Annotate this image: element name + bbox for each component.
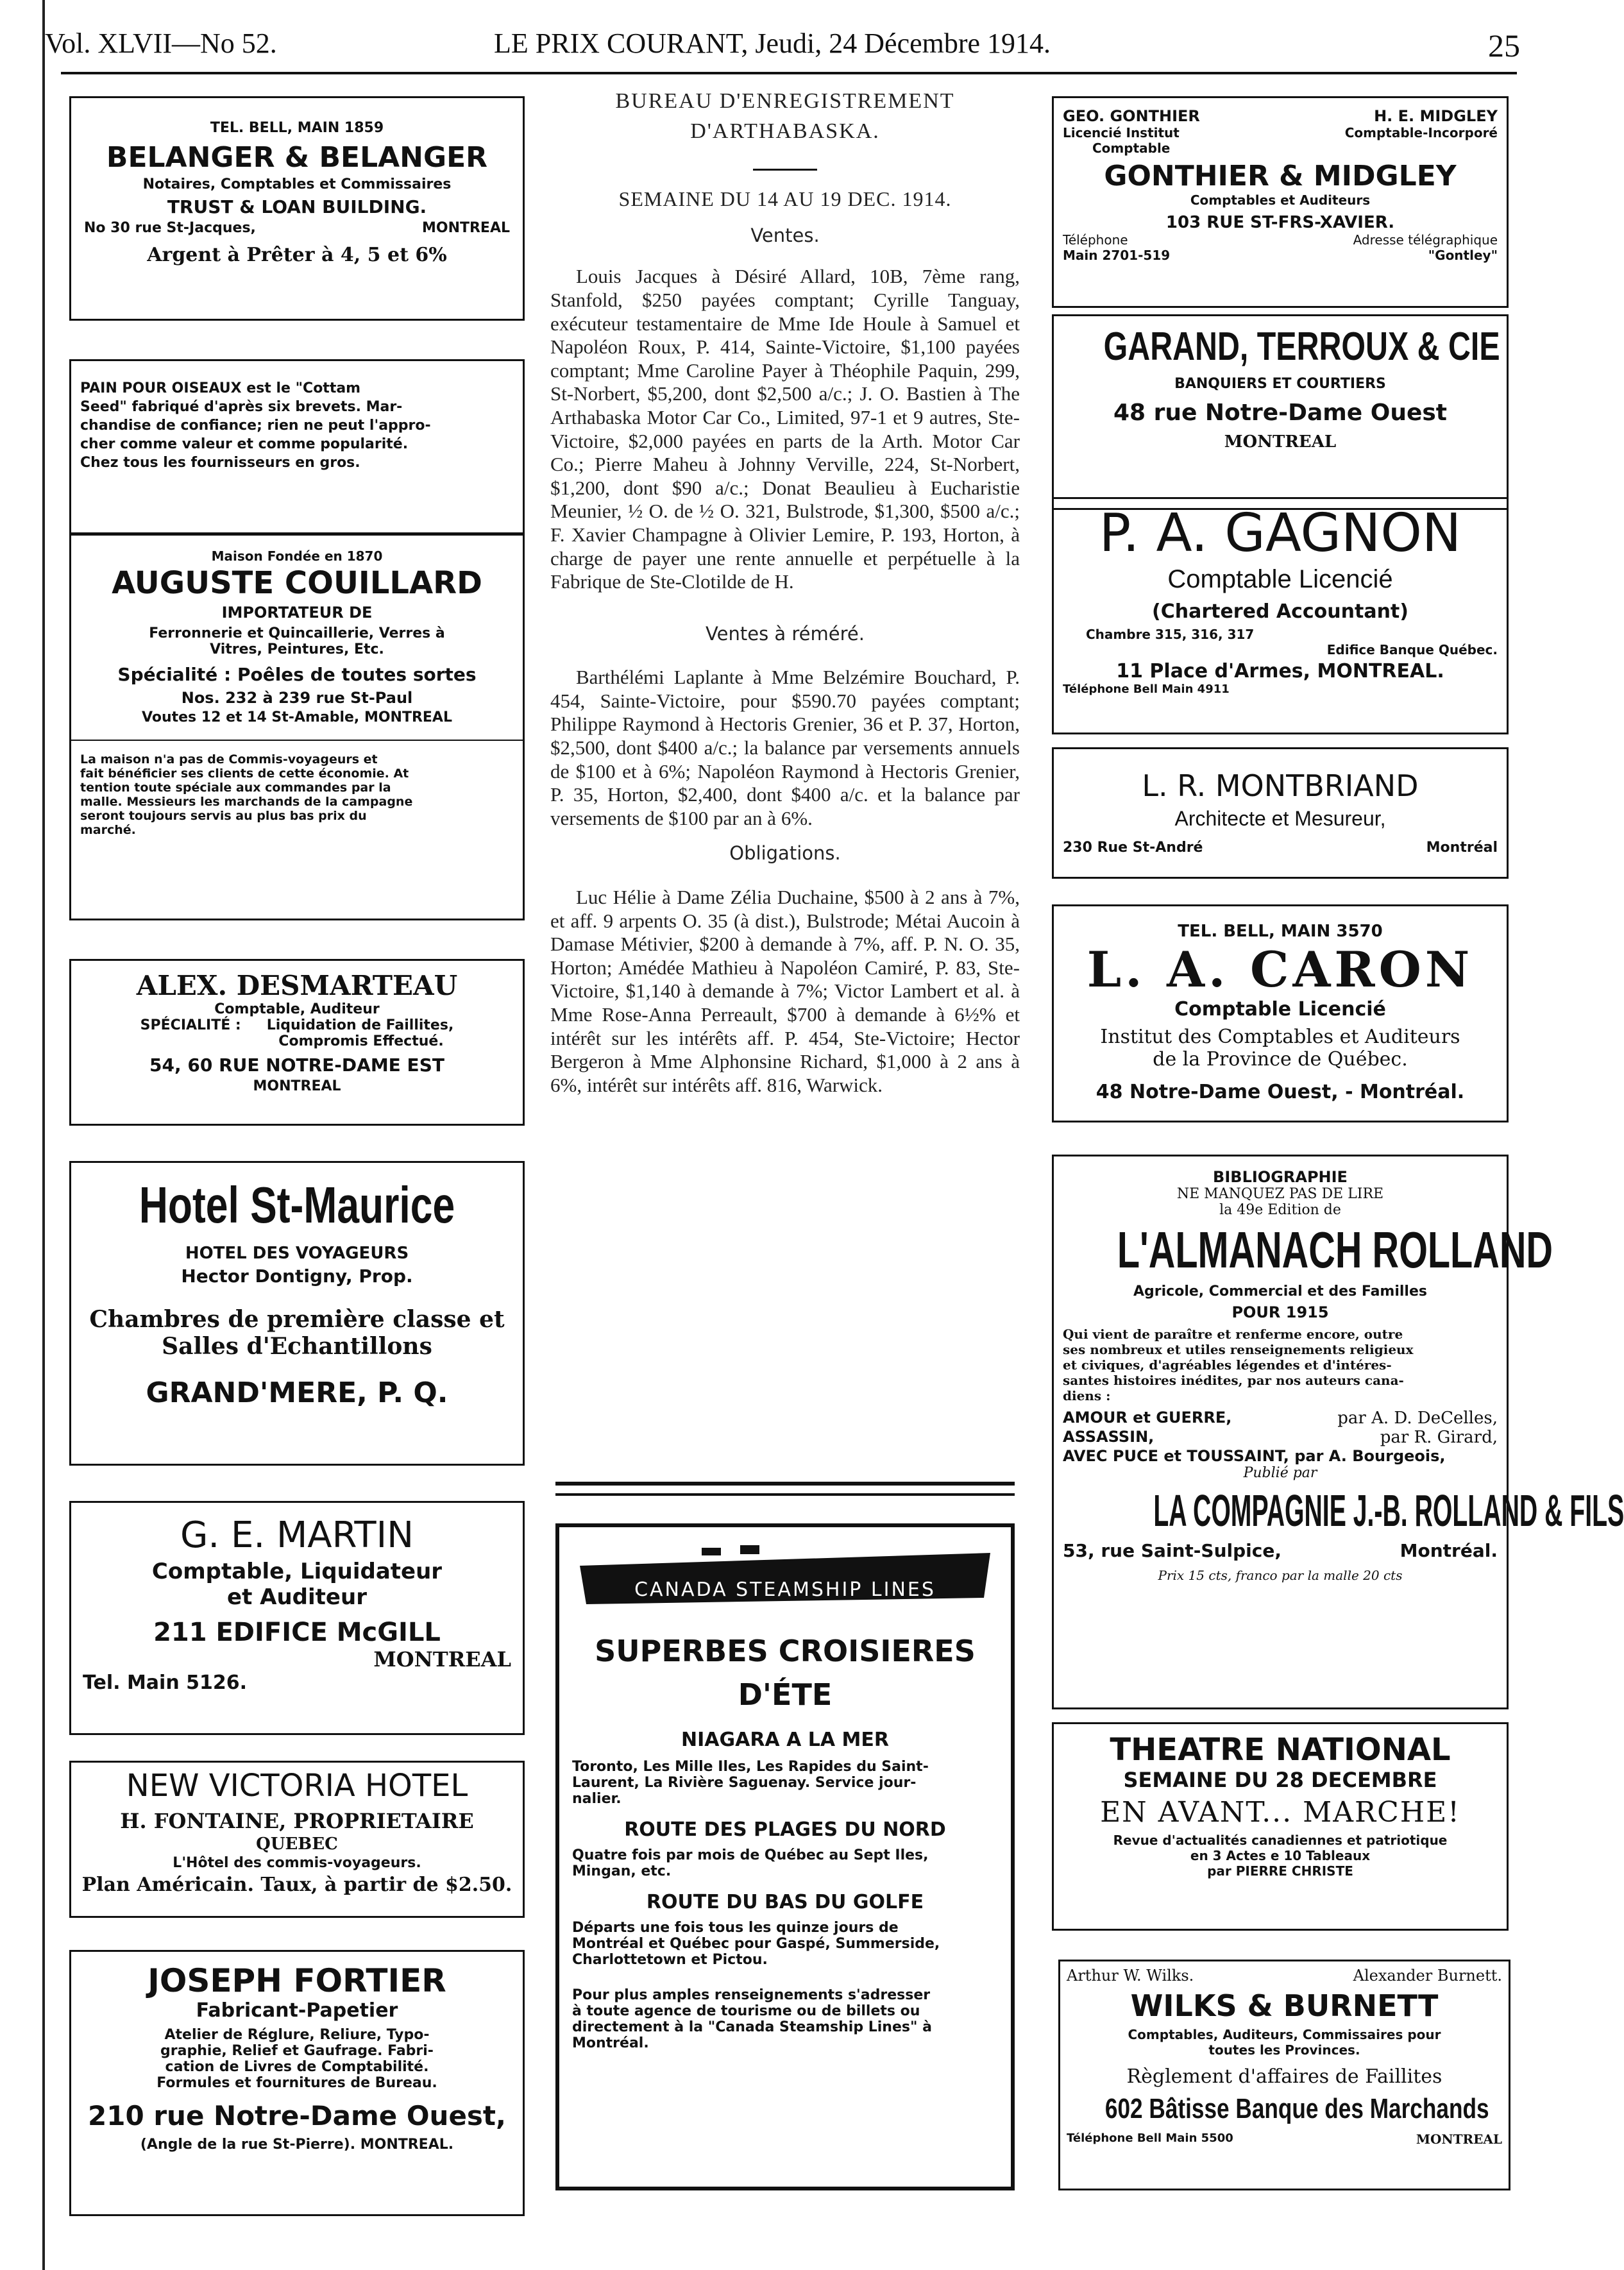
ad-title: THEATRE NATIONAL xyxy=(1110,1732,1451,1768)
ad-address: 11 Place d'Armes, MONTREAL. xyxy=(1116,660,1444,682)
ad-line: ASSASSIN, xyxy=(1063,1428,1155,1446)
rule xyxy=(555,1493,1015,1496)
ad-oiseaux xyxy=(69,359,525,536)
registry-paragraph: Luc Hélie à Dame Zélia Duchaine, $500 à 2 ans à 7%, et aff. 9 arpents O. 35 (à dist.), Bulstrode; Métai Aucoin à Damase Métivier, $200 à demande à 7%, aff. P. N. O. 35, Horton; Amédée Mathieu à Napoléon Camiré, P. 83, Ste-Victoire, $1,140 à demande à 7%; Victor Lambert et al. à Mme Rose-Anna Perreault, $700 à demande à 6½% et intérêt sur les intérêts aff. P. 454, Ste-Victoire; Hector Bergeron à Mme Alphonsine Richard, $1,000 à 2 ans à 6%, intérêt sur intérêts aff. 816, Warwick. xyxy=(550,886,1020,1096)
ad-line: HOTEL DES VOYAGEURS xyxy=(185,1244,409,1263)
ad-line: AVEC PUCE et TOUSSAINT, par A. Bourgeois, xyxy=(1063,1447,1446,1465)
route-text: Toronto, Les Mille Iles, Les Rapides du Saint- xyxy=(572,1759,929,1775)
ad-line: tention toute spéciale aux commandes par la xyxy=(80,781,391,795)
ad-line: la 49e Edition de xyxy=(1219,1202,1341,1218)
ad-price: Prix 15 cts, franco par la malle 20 cts xyxy=(1158,1568,1403,1583)
ad-line: POUR 1915 xyxy=(1231,1303,1329,1321)
volume-number: Vol. XLVII—No 52. xyxy=(45,28,277,59)
registry-column xyxy=(550,90,1020,1097)
ad-line: Comptables, Auditeurs, Commissaires pour xyxy=(1128,2027,1441,2042)
ad-line: H. E. MIDGLEY xyxy=(1374,107,1498,125)
ad-line: H. FONTAINE, PROPRIETAIRE xyxy=(120,1809,474,1833)
ad-line: Comptable Licencié xyxy=(1174,998,1386,1021)
ad-line: EN AVANT... MARCHE! xyxy=(1100,1796,1460,1829)
section-heading: Ventes. xyxy=(750,224,820,246)
ad-line: Vitres, Peintures, Etc. xyxy=(210,641,384,657)
ad-gagnon xyxy=(1052,497,1509,734)
ad-line: Institut des Comptables et Auditeurs xyxy=(1100,1026,1460,1048)
ad-line: (Angle de la rue St-Pierre). MONTREAL. xyxy=(140,2137,454,2153)
ad-line: Seed" fabriqué d'après six brevets. Mar- xyxy=(80,399,403,415)
section-heading: Ventes à réméré. xyxy=(706,622,865,645)
ad-line: Spécialité : Poêles de toutes sortes xyxy=(117,664,477,685)
ad-title: SUPERBES CROISIERES xyxy=(595,1634,976,1668)
ad-line: BANQUIERS ET COURTIERS xyxy=(1174,376,1386,392)
route-text: directement à la "Canada Steamship Lines" à xyxy=(572,2019,932,2035)
page-number: 25 xyxy=(1488,28,1520,64)
ad-line: de la Province de Québec. xyxy=(1153,1048,1408,1071)
ad-line: Revue d'actualités canadiennes et patriotique xyxy=(1113,1833,1448,1848)
ad-tel: Tel. Main 5126. xyxy=(83,1672,248,1694)
ad-line: Salles d'Echantillons xyxy=(162,1333,432,1360)
banner-title: CANADA STEAMSHIP LINES xyxy=(634,1579,936,1601)
ad-line: par PIERRE CHRISTE xyxy=(1207,1863,1353,1879)
ad-address: Voutes 12 et 14 St-Amable, MONTREAL xyxy=(142,709,452,725)
header-rule xyxy=(61,72,1517,74)
ad-line: Comptable, Auditeur xyxy=(214,1001,380,1017)
route-text: Montréal. xyxy=(572,2035,649,2051)
ad-line: QUEBEC xyxy=(256,1834,338,1854)
ad-address: Nos. 232 à 239 rue St-Paul xyxy=(181,689,413,707)
ad-line: et Auditeur xyxy=(227,1584,367,1610)
registry-paragraph: Louis Jacques à Désiré Allard, 10B, 7ème rang, Stanfold, $250 payées comptant; Cyrille Tanguay, exécuteur testamentaire de Mme Ide Houle à Samuel et Napoléon Roux, P. 414, Sainte-Victoire, $1,100 payées comptant; Mme Caroline Payer à Théophile Paquin, 299, St-Norbert, $5,200, dont $2,500 a/c.; J. O. Bastien à The Arthabaska Motor Car Co., Limited, 97-1 et 9 autres, Ste-Victoire, $2,000 payées en parts de la Arth. Motor Car Co.; Pierre Maheu à Johnny Verville, 224, St-Norbert, $1,200, dont $90 a/c.; Donat Beaulieu à Eucharistie Meunier, ½ O. de ½ O. 321, Bulstrode, $1,300, $500 a/c.; F. Xavier Champagne à Olivier Lemire, P. 193, Horton, à charge de payer une rente annuelle et perpétuelle à la Fabrique de Ste-Clotilde de H. xyxy=(550,265,1020,593)
ad-title: GARAND, TERROUX & CIE xyxy=(1103,325,1500,369)
ad-line: Comptable, Liquidateur xyxy=(151,1559,443,1584)
ad-line: Notaires, Comptables et Commissaires xyxy=(142,176,452,192)
ad-line: Chambres de première classe et xyxy=(89,1306,505,1333)
page-header xyxy=(45,27,1520,85)
ad-city: Montréal xyxy=(1426,840,1498,856)
ad-line: PAIN POUR OISEAUX est le "Cottam xyxy=(80,380,361,396)
ad-tel: Main 2701-519 xyxy=(1063,248,1171,263)
ad-tel: TEL. BELL, MAIN 3570 xyxy=(1178,922,1383,941)
ad-city: MONTREAL xyxy=(253,1078,341,1094)
ad-steamship xyxy=(555,1523,1015,2190)
ad-line: ses nombreux et utiles renseignements religieux xyxy=(1063,1342,1414,1357)
ship-illustration xyxy=(573,1527,997,1623)
ad-tel: Téléphone Bell Main 5500 xyxy=(1067,2131,1233,2145)
ad-line: Comptables et Auditeurs xyxy=(1190,192,1371,208)
ad-line: (Chartered Accountant) xyxy=(1152,600,1408,623)
ad-victoria xyxy=(69,1761,525,1918)
ad-address: 210 rue Notre-Dame Ouest, xyxy=(88,2100,506,2131)
ad-line: Fabricant-Papetier xyxy=(196,1999,398,2022)
ad-wilks xyxy=(1058,1960,1510,2190)
ad-line: Compromis Effectué. xyxy=(278,1033,444,1049)
ad-title: WILKS & BURNETT xyxy=(1130,1988,1439,2023)
ad-tel: TEL. BELL, MAIN 1859 xyxy=(210,120,384,136)
ad-line: Arthur W. Wilks. xyxy=(1067,1967,1194,1985)
ad-line: cation de Livres de Comptabilité. xyxy=(165,2059,429,2075)
route-text: Charlottetown et Pictou. xyxy=(572,1952,768,1968)
ad-rolland xyxy=(1052,1155,1624,1709)
ad-line: fait bénéficier ses clients de cette économie. At xyxy=(80,767,409,781)
ad-line: Liquidation de Faillites, xyxy=(266,1017,454,1033)
ad-line: NE MANQUEZ PAS DE LIRE xyxy=(1176,1186,1384,1202)
ad-address: 602 Bâtisse Banque des Marchands xyxy=(1104,2093,1489,2124)
ad-line: par R. Girard, xyxy=(1380,1428,1498,1447)
divider xyxy=(753,169,817,171)
ad-line: BIBLIOGRAPHIE xyxy=(1213,1168,1348,1186)
ad-line: Atelier de Réglure, Reliure, Typo- xyxy=(164,2027,430,2043)
ad-line: Hector Dontigny, Prop. xyxy=(181,1266,413,1287)
ad-line: chandise de confiance; rien ne peut l'appro- xyxy=(80,418,431,434)
rule xyxy=(555,1482,1015,1486)
route-text: Laurent, La Rivière Saguenay. Service jour- xyxy=(572,1775,917,1791)
ad-title: L. A. CARON xyxy=(1087,941,1474,998)
route-text: Mingan, etc. xyxy=(572,1863,672,1879)
ad-line: cher comme valeur et comme popularité. xyxy=(80,436,409,452)
ad-city: GRAND'MERE, P. Q. xyxy=(146,1376,448,1409)
registry-title: D'ARTHABASKA. xyxy=(690,119,880,143)
ad-line: toutes les Provinces. xyxy=(1208,2042,1360,2058)
ad-address: 230 Rue St-André xyxy=(1063,840,1203,856)
ad-line: Téléphone xyxy=(1063,232,1128,248)
registry-title: BUREAU D'ENREGISTREMENT xyxy=(615,89,955,113)
route-text: à toute agence de tourisme ou de billets ou xyxy=(572,2003,920,2019)
route-text: Départs une fois tous les quinze jours de xyxy=(572,1920,899,1936)
ad-line: Maison Fondée en 1870 xyxy=(211,548,383,564)
ad-city: MONTREAL xyxy=(373,1647,511,1672)
ad-title: GONTHIER & MIDGLEY xyxy=(1104,160,1457,192)
ad-garand xyxy=(1052,314,1509,510)
ad-line: Comptable xyxy=(1092,140,1171,156)
ad-city: Montréal. xyxy=(1400,1540,1498,1561)
ad-title: BELANGER & BELANGER xyxy=(106,141,488,174)
ad-address: 48 rue Notre-Dame Ouest xyxy=(1113,400,1448,426)
route-heading: ROUTE DU BAS DU GOLFE xyxy=(646,1891,924,1913)
route-heading: NIAGARA A LA MER xyxy=(681,1729,889,1751)
ad-line: L'Hôtel des commis-voyageurs. xyxy=(173,1855,421,1871)
newspaper-title: LE PRIX COURANT, Jeudi, 24 Décembre 1914. xyxy=(494,28,1051,59)
ad-line: La maison n'a pas de Commis-voyageurs et xyxy=(80,752,378,767)
ad-line: et civiques, d'agréables légendes et d'intéres- xyxy=(1063,1357,1392,1373)
ad-address: 54, 60 RUE NOTRE-DAME EST xyxy=(149,1055,444,1076)
route-text: Quatre fois par mois de Québec au Sept Iles, xyxy=(572,1847,929,1863)
ad-address: 103 RUE ST-FRS-XAVIER. xyxy=(1165,213,1395,232)
ad-gonthier xyxy=(1052,96,1509,308)
ad-line: Licencié Institut xyxy=(1063,125,1180,140)
ad-line: par A. D. DeCelles, xyxy=(1337,1409,1498,1428)
route-heading: ROUTE DES PLAGES DU NORD xyxy=(624,1818,946,1841)
ad-line: Comptable Licencié xyxy=(1167,565,1393,593)
ad-line: santes histoires inédites, par nos auteurs cana- xyxy=(1063,1373,1404,1388)
ad-line: "Gontley" xyxy=(1428,248,1498,263)
ad-line: Edifice Banque Québec. xyxy=(1326,642,1498,657)
ad-line: Publié par xyxy=(1243,1465,1317,1481)
section-heading: Obligations. xyxy=(729,842,841,865)
ad-title: JOSEPH FORTIER xyxy=(148,1962,446,1999)
ad-title: L. R. MONTBRIAND xyxy=(1142,768,1419,803)
ad-address: 48 Notre-Dame Ouest, - Montréal. xyxy=(1095,1081,1465,1103)
ad-address: 211 EDIFICE McGILL xyxy=(153,1618,441,1647)
ad-desmarteau xyxy=(69,959,525,1126)
ad-line: seront toujours servis au plus bas prix du xyxy=(80,809,367,823)
ad-city: MONTREAL xyxy=(1224,432,1337,452)
ad-stmaurice xyxy=(69,1161,525,1466)
ad-line: GEO. GONTHIER xyxy=(1063,107,1200,125)
ad-montbriand xyxy=(1052,747,1509,879)
ad-martin xyxy=(69,1501,525,1735)
route-text: Pour plus amples renseignements s'adresser xyxy=(572,1987,931,2003)
registry-paragraph: Barthélémi Laplante à Mme Belzémire Bouchard, P. 454, Sainte-Victoire, pour $590.70 payées comptant; Philippe Raymond à Hectoris Grenier, 36 et P. 37, Horton, $2,500, dont $400 a/c.; la balance par versements annuels de $100 et à 6%; Napoléon Raymond à Hectoris Grenier, P. 35, Horton, $2,400, dont $400 a/c. et la balance par versements de $100 par an à 6%. xyxy=(550,666,1020,829)
registry-week: SEMAINE DU 14 AU 19 DEC. 1914. xyxy=(618,187,952,211)
ad-line: diens : xyxy=(1063,1388,1111,1403)
ad-line: Formules et fournitures de Bureau. xyxy=(156,2075,437,2091)
page-left-edge xyxy=(42,0,45,2270)
ad-line: Chez tous les fournisseurs en gros. xyxy=(80,455,360,471)
ad-tel: Téléphone Bell Main 4911 xyxy=(1063,682,1230,696)
ad-line: Qui vient de paraître et renferme encore, outre xyxy=(1063,1326,1403,1342)
ad-title: NEW VICTORIA HOTEL xyxy=(126,1768,468,1804)
ad-line: AMOUR et GUERRE, xyxy=(1063,1409,1232,1427)
ad-title: D'ÉTE xyxy=(738,1677,833,1712)
ad-line: SEMAINE DU 28 DECEMBRE xyxy=(1123,1768,1437,1792)
ad-line: TRUST & LOAN BUILDING. xyxy=(167,196,427,217)
publisher-name: LA COMPAGNIE J.-B. ROLLAND & FILS xyxy=(1153,1486,1624,1536)
ad-line: IMPORTATEUR DE xyxy=(221,604,373,622)
ad-title: Hotel St-Maurice xyxy=(139,1176,455,1233)
ad-line: Ferronnerie et Quincaillerie, Verres à xyxy=(149,625,445,641)
ad-line: graphie, Relief et Gaufrage. Fabri- xyxy=(160,2043,434,2059)
ad-line: Chambre 315, 316, 317 xyxy=(1086,627,1255,642)
ad-line: Alexander Burnett. xyxy=(1353,1967,1502,1985)
ad-line: Règlement d'affaires de Faillites xyxy=(1126,2065,1442,2088)
ad-title: ALEX. DESMARTEAU xyxy=(136,970,458,1001)
ad-line: Plan Américain. Taux, à partir de $2.50. xyxy=(81,1874,512,1896)
ad-title: AUGUSTE COUILLARD xyxy=(112,565,482,601)
ad-address: No 30 rue St-Jacques, xyxy=(84,220,256,236)
ad-city: MONTREAL xyxy=(1416,2131,1502,2147)
ad-line: Adresse télégraphique xyxy=(1353,232,1498,248)
ad-line: SPÉCIALITÉ : xyxy=(140,1017,241,1033)
ad-city: MONTREAL xyxy=(421,220,510,236)
ad-title: L'ALMANACH ROLLAND xyxy=(1117,1221,1553,1278)
ad-caron xyxy=(1052,904,1509,1122)
ad-line: Agricole, Commercial et des Familles xyxy=(1133,1283,1427,1300)
ad-line: Architecte et Mesureur, xyxy=(1174,807,1386,830)
route-text: nalier. xyxy=(572,1791,622,1807)
ad-title: G. E. MARTIN xyxy=(180,1514,414,1556)
ad-address: 53, rue Saint-Sulpice, xyxy=(1063,1540,1281,1561)
ad-fortier xyxy=(69,1950,525,2216)
route-text: Montréal et Québec pour Gaspé, Summerside, xyxy=(572,1936,940,1952)
ad-title: P. A. GAGNON xyxy=(1099,503,1462,564)
ad-line: marché. xyxy=(80,823,136,837)
ad-theatre xyxy=(1052,1722,1509,1931)
ad-line: malle. Messieurs les marchands de la campagne xyxy=(80,795,413,809)
ad-line: en 3 Actes e 10 Tableaux xyxy=(1190,1848,1371,1863)
ad-line: Comptable-Incorporé xyxy=(1344,125,1498,140)
ad-line: Argent à Prêter à 4, 5 et 6% xyxy=(147,244,447,266)
ad-couillard xyxy=(69,532,525,920)
ad-belanger xyxy=(69,96,525,321)
